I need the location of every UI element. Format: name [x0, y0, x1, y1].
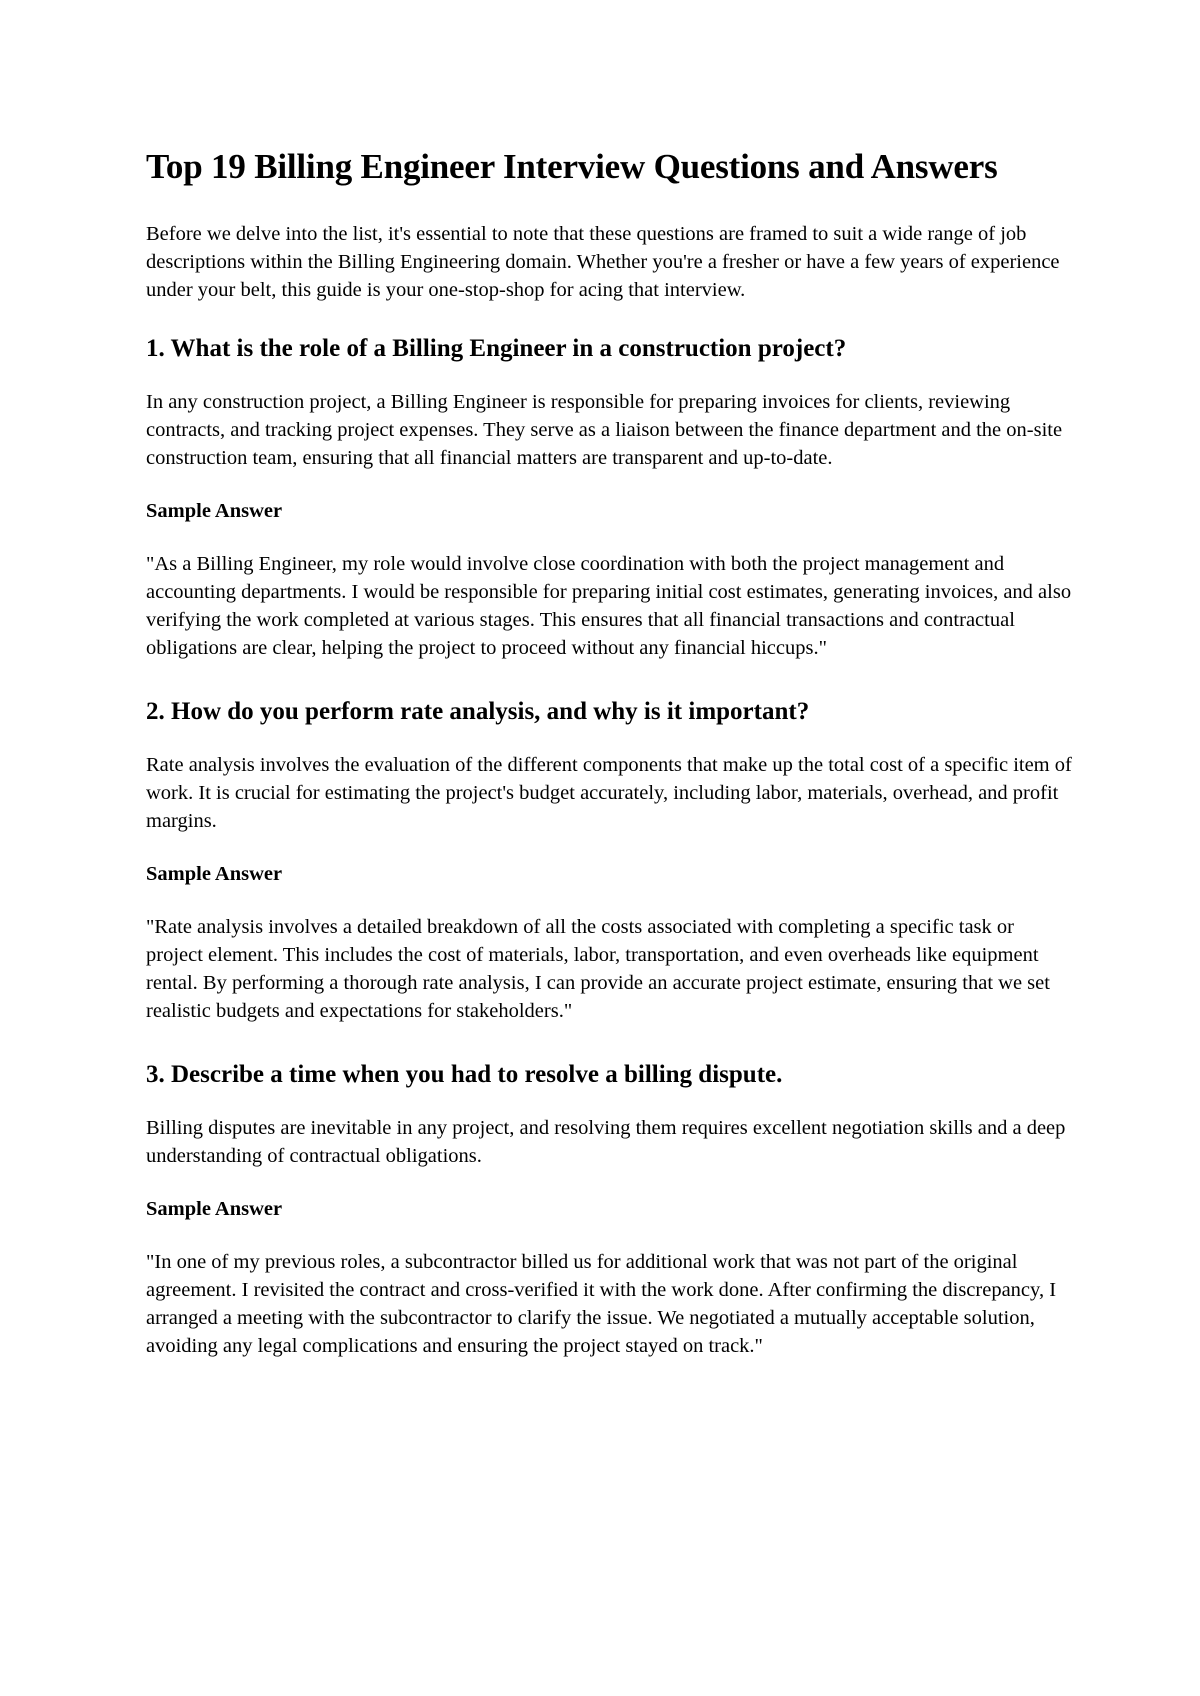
- question-heading-3: 3. Describe a time when you had to resolve a billing dispute.: [146, 1061, 783, 1088]
- question-heading-1: 1. What is the role of a Billing Engineer in a construction project?: [146, 335, 847, 362]
- intro-paragraph: Before we delve into the list, it's essential to note that these questions are framed to suit a wide range of job descriptions within the Billing Engineering domain. Whether you're a fresher or have a few years of experience under your belt, this guide is your one-stop-shop for acing that interview.: [146, 223, 1060, 301]
- question-section-2: [146, 696, 1076, 1025]
- sample-answer-label-1: Sample Answer: [146, 500, 283, 522]
- question-section-1: [146, 333, 1076, 662]
- question-heading-2: 2. How do you perform rate analysis, and why is it important?: [146, 698, 810, 725]
- document-body: [146, 145, 1076, 1360]
- sample-answer-text-1: "As a Billing Engineer, my role would involve close coordination with both the project management and accounting departments. I would be responsible for preparing initial cost estimates, generating invoices, and also verifying the work completed at various stages. This ensures that all financial transactions and contractual obligations are clear, helping the project to proceed without any financial hiccups.": [146, 553, 1072, 659]
- question-explanation-2: Rate analysis involves the evaluation of the different components that make up the total cost of a specific item of work. It is crucial for estimating the project's budget accurately, including labor, materials, overhead, and profit margins.: [146, 754, 1072, 832]
- question-explanation-3: Billing disputes are inevitable in any project, and resolving them requires excellent negotiation skills and a deep understanding of contractual obligations.: [146, 1117, 1066, 1167]
- question-section-3: [146, 1059, 1076, 1360]
- sample-answer-text-3: "In one of my previous roles, a subcontractor billed us for additional work that was not part of the original agreement. I revisited the contract and cross-verified it with the work done. After confirming the discrepancy, I arranged a meeting with the subcontractor to clarify the issue. We negotiated a mutually acceptable solution, avoiding any legal complications and ensuring the project stayed on track.": [146, 1251, 1057, 1357]
- sample-answer-label-3: Sample Answer: [146, 1198, 283, 1220]
- document-title: Top 19 Billing Engineer Interview Questions and Answers: [146, 147, 998, 186]
- sample-answer-text-2: "Rate analysis involves a detailed breakdown of all the costs associated with completing a specific task or project element. This includes the cost of materials, labor, transportation, and even overheads like equipment rental. By performing a thorough rate analysis, I can provide an accurate project estimate, ensuring that we set realistic budgets and expectations for stakeholders.": [146, 916, 1050, 1022]
- sample-answer-label-2: Sample Answer: [146, 863, 283, 885]
- question-explanation-1: In any construction project, a Billing Engineer is responsible for preparing invoices for clients, reviewing contracts, and tracking project expenses. They serve as a liaison between the finance department and the on-site construction team, ensuring that all financial matters are transparent and up-to-date.: [146, 391, 1063, 469]
